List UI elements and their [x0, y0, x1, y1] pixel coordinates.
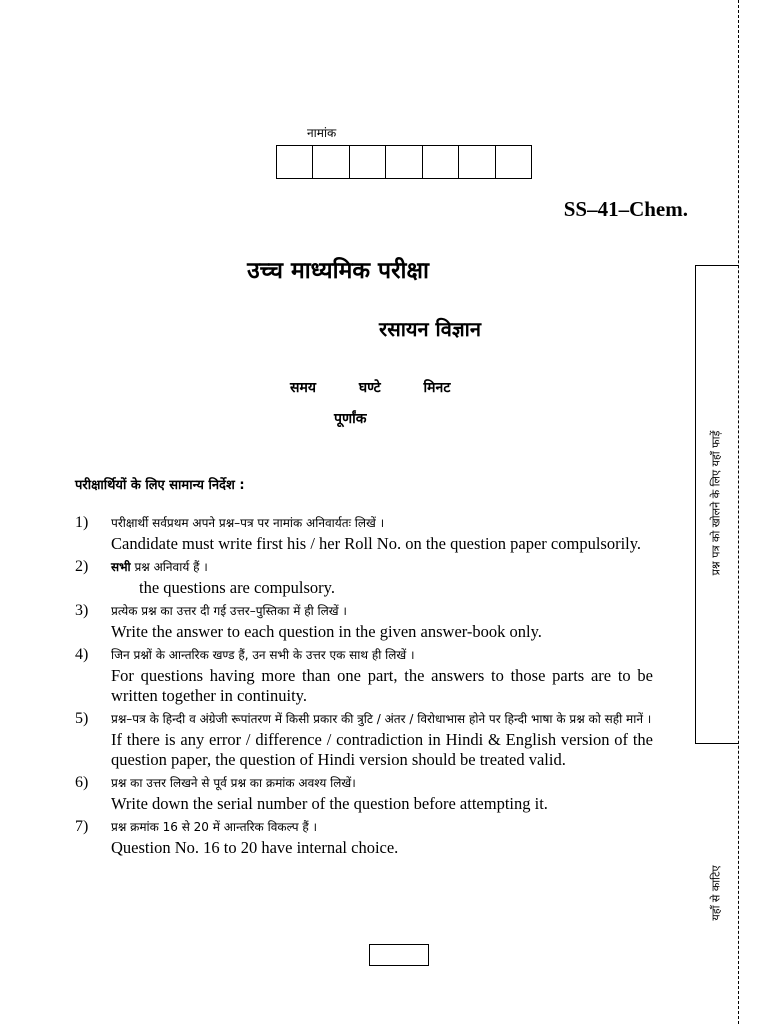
instruction-number: 4) [75, 646, 89, 663]
instruction-hindi: परीक्षार्थी सर्वप्रथम अपने प्रश्न–पत्र पर नामांक अनिवार्यतः लिखें । [111, 516, 385, 530]
roll-number-box[interactable] [496, 146, 531, 178]
instruction-hindi [111, 556, 653, 578]
exam-title: उच्च माध्यमिक परीक्षा [247, 258, 429, 284]
instruction-item [75, 512, 653, 554]
instruction-number: 6) [75, 774, 89, 791]
instruction-hindi-rest: प्रश्न अनिवार्य हैं । [130, 560, 208, 574]
tear-here-text: प्रश्न पत्र को खोलने के लिए यहाँ फाड़ें [709, 430, 723, 576]
instruction-english: Write the answer to each question in the given answer-book only. [111, 622, 542, 641]
instruction-hindi-bold: सभी [111, 560, 131, 574]
instruction-english: Write down the serial number of the question before attempting it. [111, 794, 548, 813]
instruction-english: the questions are compulsory. [139, 578, 335, 597]
instruction-item [75, 816, 653, 858]
instruction-item [75, 772, 653, 814]
instruction-hindi: जिन प्रश्नों के आन्तरिक खण्ड हैं, उन सभी के उत्तर एक साथ ही लिखें । [111, 648, 415, 662]
roll-number-box[interactable] [277, 146, 313, 178]
instructions-list [75, 512, 653, 860]
instruction-hindi: प्रत्येक प्रश्न का उत्तर दी गई उत्तर–पुस्तिका में ही लिखें । [111, 604, 347, 618]
instruction-hindi: प्रश्न का उत्तर लिखने से पूर्व प्रश्न का क्रमांक अवश्य लिखें। [111, 776, 356, 790]
hours-label: घण्टे [358, 380, 381, 396]
instruction-number: 7) [75, 818, 89, 835]
instruction-item [75, 708, 653, 770]
instruction-number: 2) [75, 558, 89, 575]
instruction-item [75, 600, 653, 642]
roll-number-boxes [276, 145, 532, 179]
instruction-item [75, 644, 653, 706]
instruction-number: 1) [75, 514, 89, 531]
minutes-label: मिनट [423, 380, 451, 396]
instruction-number: 5) [75, 710, 89, 727]
time-label: समय [290, 380, 316, 396]
roll-number-box[interactable] [386, 146, 422, 178]
instruction-english: Question No. 16 to 20 have internal choice. [111, 838, 399, 857]
instruction-english: If there is any error / difference / contradiction in Hindi & English version of the question paper, the question of Hindi version should be treated valid. [111, 730, 653, 769]
instructions-heading: परीक्षार्थियों के लिए सामान्य निर्देश : [75, 478, 245, 493]
subject-title: रसायन विज्ञान [379, 317, 481, 341]
roll-number-box[interactable] [350, 146, 386, 178]
instruction-item [75, 556, 653, 598]
paper-code: SS–41–Chem. [563, 197, 688, 221]
roll-number-box[interactable] [423, 146, 459, 178]
instruction-hindi: प्रश्न–पत्र के हिन्दी व अंग्रेजी रूपांतरण में किसी प्रकार की त्रुटि / अंतर / विरोधाभास होने पर हिन्दी भाषा के प्रश्न को सही मानें । [111, 712, 652, 726]
instruction-english: Candidate must write first his / her Roll No. on the question paper compulsorily. [111, 534, 642, 553]
instruction-number: 3) [75, 602, 89, 619]
roll-number-box[interactable] [459, 146, 495, 178]
page-number-box [369, 944, 429, 966]
instruction-english: For questions having more than one part, the answers to those parts are to be written together in continuity. [111, 666, 653, 705]
time-line [290, 378, 488, 397]
max-marks-label: पूर्णांक [334, 411, 367, 427]
roll-number-label: नामांक [307, 126, 337, 140]
roll-number-box[interactable] [313, 146, 349, 178]
cut-here-text: यहाँ से काटिए [709, 865, 723, 921]
instruction-hindi: प्रश्न क्रमांक 16 से 20 में आन्तरिक विकल्प हैं । [111, 820, 318, 834]
